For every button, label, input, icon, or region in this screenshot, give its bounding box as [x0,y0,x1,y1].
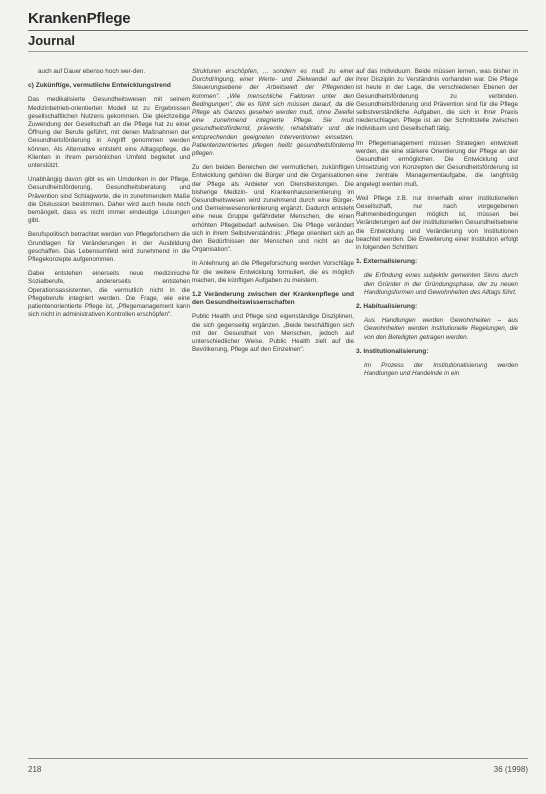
paragraph: auf das Individuum. Beide müssen lernen, was bisher in ihrer Disziplin zu Verständnis vorhanden war. Die Pflege ist heute in der Lage, die verschiedenen Ebenen der Gesundheitsförderung zu verbinden. Gesundheitsförderung und Prävention sind für die Pflege selbstverständliche Aufgaben, die sich in ihrer Praxis niederschlagen. Pflege ist an der Schnittstelle zwischen Individuum und Gesellschaft tätig. [356,68,518,133]
page-number: 218 [28,765,42,774]
list-item-text: Im Prozess der Institutionalisierung werden Handlungen und Handelnde in ein [364,362,518,378]
header-rule [28,30,528,31]
paragraph: Berufspolitisch betrachtet werden von Pflegeforschern die Grundlagen für Veränderungen in der Ausbildung geschaffen. Das Lebensumfeld wird zunehmend in die Pflegekonzepte aufgenommen. [28,231,190,264]
issue-label: 36 (1998) [493,765,528,774]
list-heading-externalisierung: 1. Externalisierung: [356,258,418,266]
quote-paragraph: Strukturen erschöpfen, ... sondern es muß zu einer Durchdringung, einer Werte- und Zielwandel auf der Steuerungsebene der Arbeitswelt der Pflegenden kommen". „Wie menschliche Faktoren unter den Bedingungen", die es fühlt sich müssen darauf, da die Pflege als Ganzes gesehen werden muß, ohne Zweifel eine zunehmend integrierte Pflege. Sie muß gesundheitsfördernd, präventiv, rehabilitativ und die entsprechenden geeigneten Interventionen einsetzen. Patientenzentriertes pflegen heißt gesundheitsfördernd pflegen. [192,68,354,158]
paragraph: Zu den beiden Bereichen der vermutlichen, zukünftigen Entwicklung gehören die Bürger und die Organisationen der Pflege als Anbieter von Dienstleistungen. Die bisherige Medizin- und Krankenhausorientierung im Gesundheitswesen wird zunehmend durch eine Bürger- und Gemeinwesenorientierung ergänzt. Dadurch entsteht eine neue Gruppe gefährdeter Menschen, die einen erhöhten Pflegebedarf aufweisen. Die Pflege verändert sich in ihrem Selbstverständnis: „Pflege orientiert sich an den Bedürfnissen der Menschen und nicht an der Organisation". [192,164,354,254]
page-footer [28,758,528,774]
journal-header [28,10,528,52]
text-column-3 [356,68,518,748]
paragraph: Public Health und Pflege sind eigenständige Disziplinen, die sich gegenseitig ergänzen. „Beide beschäftigen sich mit der Gesundheit von Menschen, jedoch auf unterschiedlicher Weise. Public Health zielt auf die Bevölkerung, Pflege auf den Einzelnen". [192,313,354,354]
footer-rule [28,758,528,759]
paragraph: In Anlehnung an die Pflegeforschung werden Vorschläge für die weitere Entwicklung formuliert, die es möglich machen, die künftigen Aufgaben zu meistern. [192,260,354,284]
paragraph: Weil Pflege z.B. nur innerhalb einer institutionellen Gesellschaft, nur nach vorgegebenen Rahmenbedingungen möglich ist, müssen bei Veränderungen auf der institutionellen Gesundheitsebene die Entwicklung und Veränderung von Institutionen beachtet werden. Die Erweiterung einer Institution erfolgt in folgenden Schritten: [356,194,518,252]
text-column-2 [192,68,354,748]
paragraph: Im Pflegemanagement müssen Strategien entwickelt werden, die eine stärkere Orientierung der Pflege an der Gesundheit ermöglichen. Die Entwicklung und Umsetzung von Konzepten der Gesundheitsförderung ist eine zentrale Managementaufgabe, die langfristig angelegt werden muß. [356,139,518,188]
list-heading-institutionalisierung: 3. Institutionalisierung: [356,347,429,355]
paragraph: Unabhängig davon gibt es ein Umdenken in der Pflege. Gesundheitsförderung, Gesundheitsberatung und Prävention sind Schlagworte, die in zunehmendem Maße die Diskussion bestimmen. Daher wird auch heute noch bemängelt, dass es nicht immer eindeutige Lösungen gibt. [28,176,190,225]
list-item-text: die Erfindung eines subjektiv gemeinten Sinns durch den Gründer in der Gründungsphase, der zu neuen Handlungsformen und Gewohnheiten des Alltags führt. [364,272,518,296]
paragraph: auch auf Dauer ebenso hoch wer-den. [38,68,146,75]
journal-title: KrankenPflege [28,10,131,27]
header-rule-lower [28,51,528,52]
journal-subtitle: Journal [28,33,75,48]
list-heading-habitualisierung: 2. Habitualisierung: [356,303,418,311]
list-item-text: Aus Handlungen werden Gewohnheiten – aus Gewohnheiten werden institutionelle Regelungen, die von den Beteiligten getragen werden. [364,317,518,341]
section-heading-1-2: 1.2 Veränderung zwischen der Krankenpflege und den Gesundheitswissenschaften [192,291,354,307]
section-heading-c: c) Zukünftige, vermutliche Entwicklungstrend [28,82,171,90]
text-column-1 [28,68,190,748]
paragraph: Dabei entstehen einerseits neue medizinische Sozialberufe, andererseits entstehen Operationsassistenten, die vermutlich nicht in die Pflegeberufe integriert werden. Die Frage, wie eine patientenorientierte Pflege ist, „Pflegemanagement kann sich nicht in administrativen Kontrollen erschöpfen". [28,270,190,319]
paragraph: Das medikalisierte Gesundheitswesen mit seinem Medizinbetrieb-orientierten Modell ist zu Ergebnissen gesellschaftlichen Nutzens gekommen. Die gleichzeitige Zuwendung der Gesellschaft an die Pflege hat zu einer Öffnung der Berufe geführt, mit denen Maßnahmen der Gesundheitsförderung in Angriff genommen werden können. Als Alternative entsteht eine Alltagspflege, die Klienten in ihrem persönlichen Umfeld begleitet und unterstützt. [28,96,190,170]
